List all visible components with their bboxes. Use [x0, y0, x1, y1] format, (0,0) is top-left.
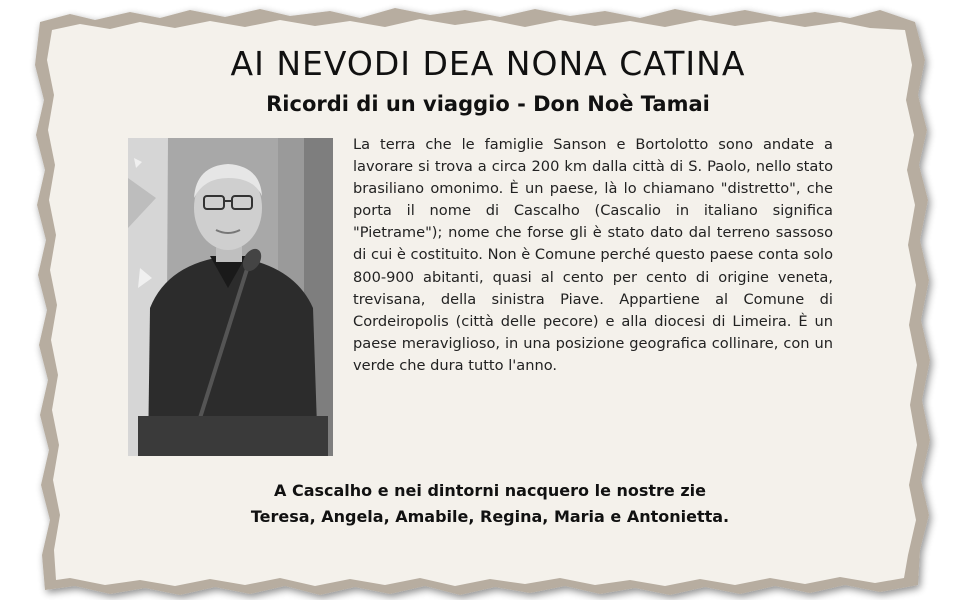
portrait-photo — [128, 138, 333, 456]
footer-line-2: Teresa, Angela, Amabile, Regina, Maria e Antonietta. — [250, 507, 730, 526]
page-subtitle: Ricordi di un viaggio - Don Noè Tamai — [266, 92, 710, 116]
body-paragraph: La terra che le famiglie Sanson e Bortolotto sono andate a lavorare si trova a circa 200 km dalla città di S. Paolo, nello stato brasiliano omonimo. È un paese, là lo chiamano "distretto", che porta il nome di Cascalho (Cascalio in italiano significa "Pietrame"); nome che forse gli è stato dato dal terreno sassoso di cui è costituito. Non è Comune perché questo paese conta solo 800-900 abitanti, quasi al cento per cento di origine veneta, trevisana, della sinistra Piave. Appartiene al Comune di Cordeiropolis (città delle pecore) e alla diocesi di Limeira. È un paese meraviglioso, in una posizione geografica collinare, con un verde che dura tutto l'anno. — [353, 136, 833, 374]
footer-line-1: A Cascalho e nei dintorni nacquero le nostre zie — [274, 481, 706, 500]
footer-note — [140, 478, 840, 530]
page-title: AI NEVODI DEA NONA CATINA — [230, 44, 746, 83]
